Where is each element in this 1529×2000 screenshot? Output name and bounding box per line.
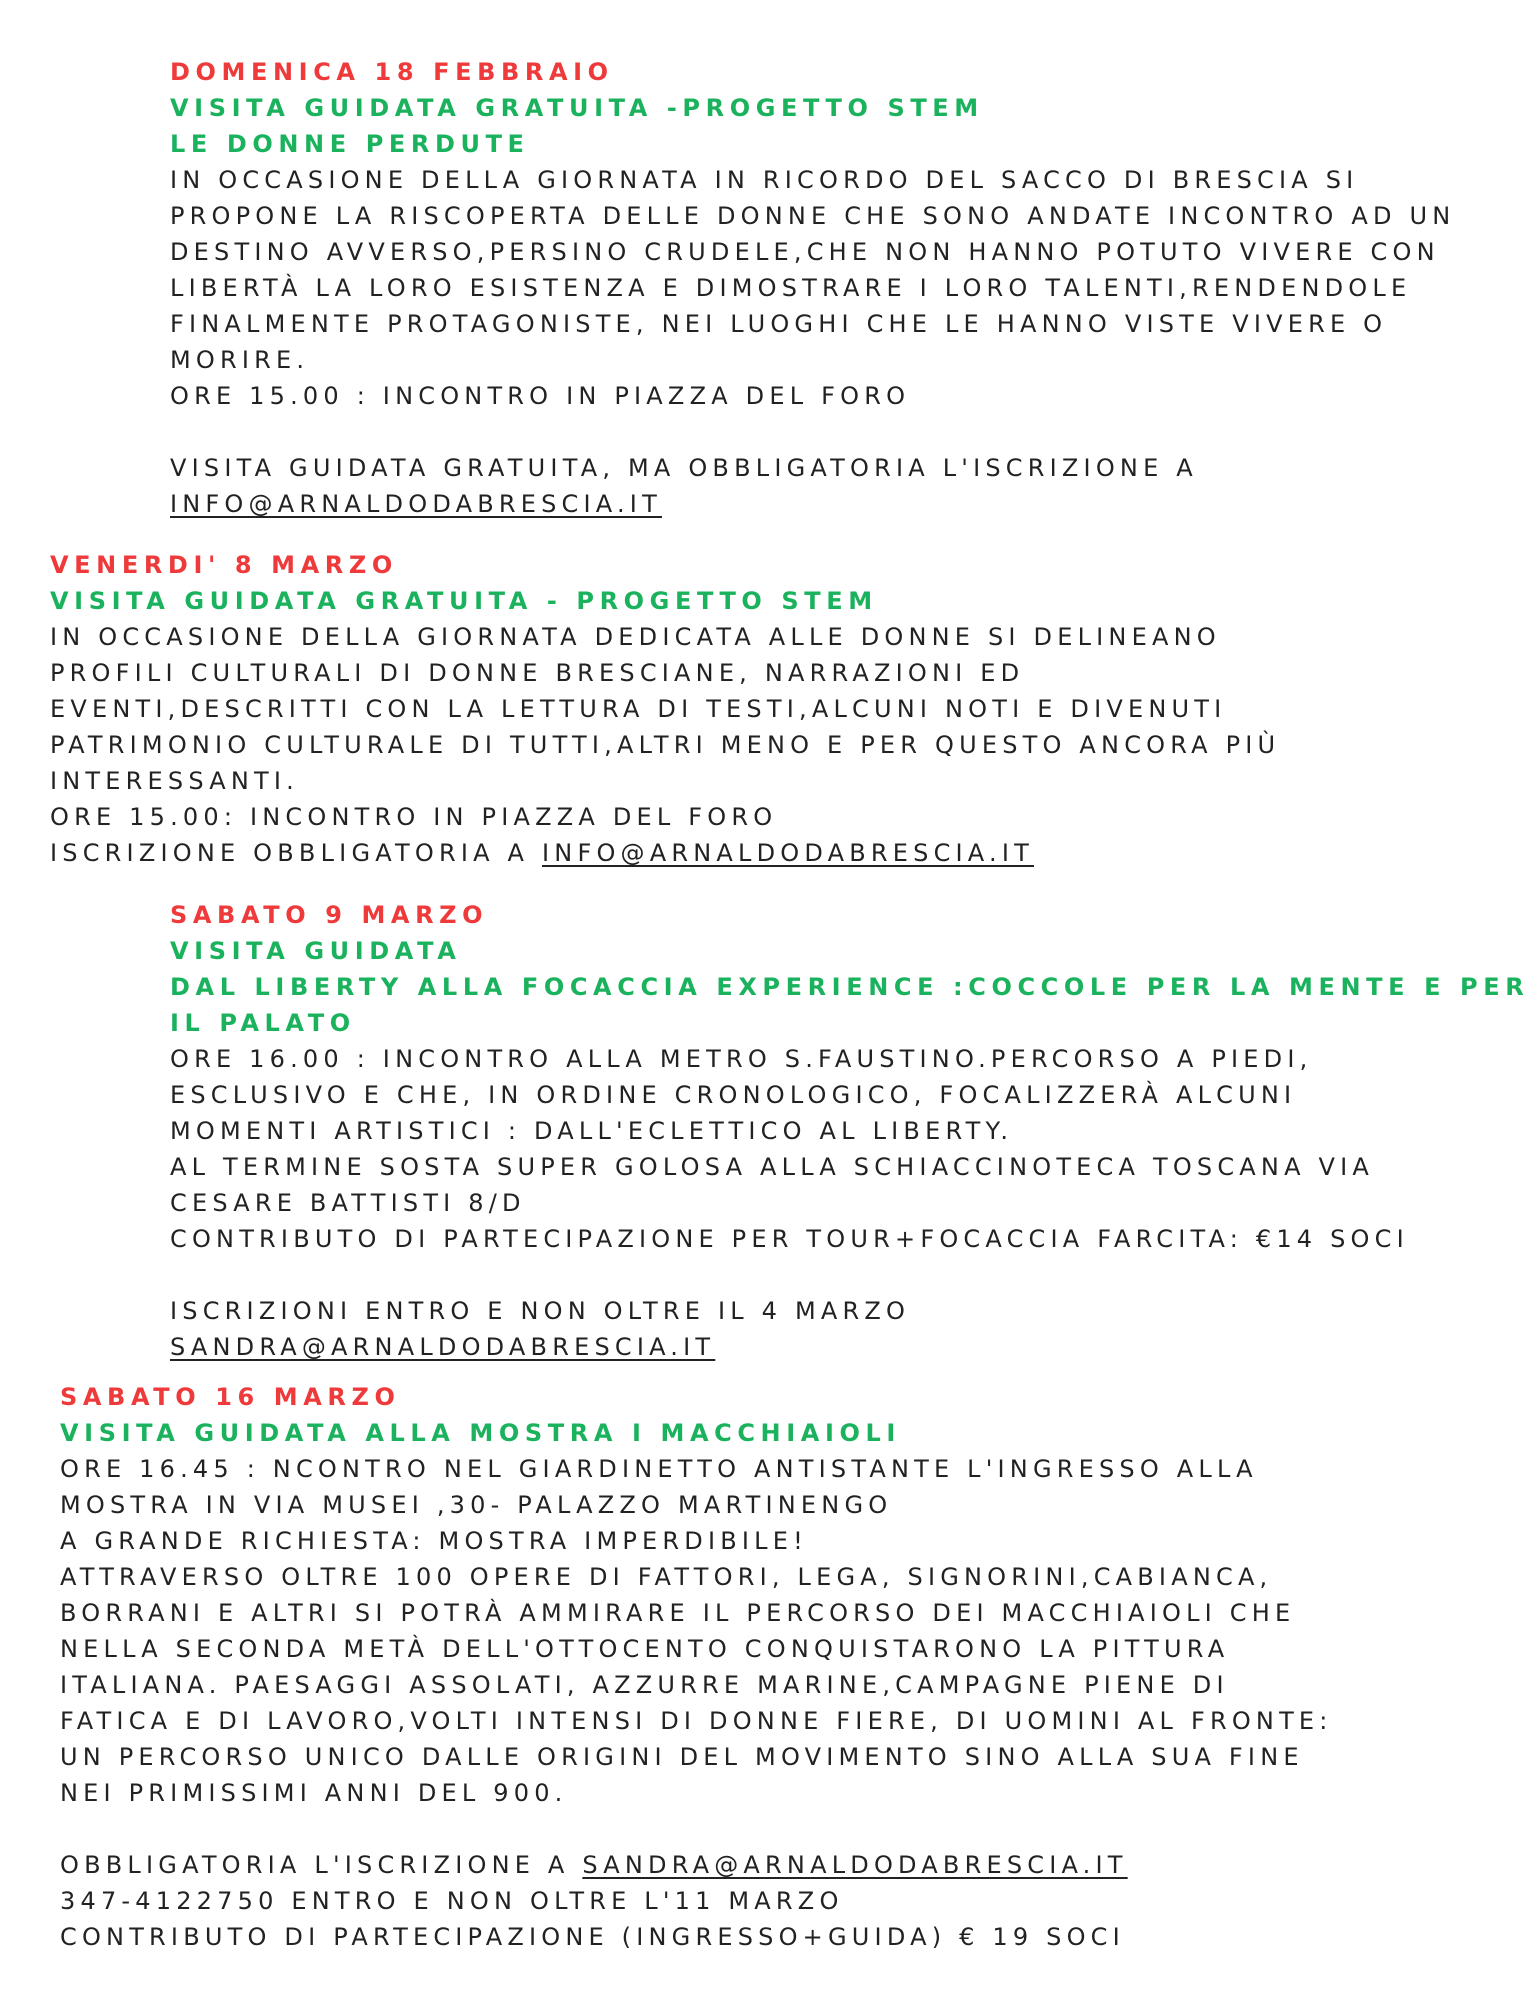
event-subtitle: IL PALATO: [170, 1009, 356, 1037]
spacer: [170, 414, 1455, 450]
registration-prefix: OBBLIGATORIA L'ISCRIZIONE A: [60, 1851, 583, 1879]
event-description-line: NELLA SECONDA METÀ DELL'OTTOCENTO CONQUISTARONO LA PITTURA: [60, 1635, 1230, 1663]
event-time: ORE 15.00 : INCONTRO IN PIAZZA DEL FORO: [170, 382, 911, 410]
event-description-line: INTERESSANTI.: [50, 767, 299, 795]
registration-email-line: [170, 486, 1455, 522]
registration-prefix: ISCRIZIONE OBBLIGATORIA A: [50, 839, 543, 867]
event-title: VISITA GUIDATA ALLA MOSTRA I MACCHIAIOLI: [60, 1419, 901, 1447]
event-description-line: IN OCCASIONE DELLA GIORNATA IN RICORDO DEL SACCO DI BRESCIA SI: [170, 166, 1359, 194]
phone-deadline: 347-4122750 ENTRO E NON OLTRE L'11 MARZO: [60, 1887, 844, 1915]
event-time: ORE 15.00: INCONTRO IN PIAZZA DEL FORO: [50, 803, 778, 831]
event-price: CONTRIBUTO DI PARTECIPAZIONE (INGRESSO+GUIDA) € 19 SOCI: [60, 1923, 1125, 1951]
event-price: CONTRIBUTO DI PARTECIPAZIONE PER TOUR+FOCACCIA FARCITA: €14 SOCI: [170, 1225, 1409, 1253]
event-description-line: MOSTRA IN VIA MUSEI ,30- PALAZZO MARTINENGO: [60, 1491, 893, 1519]
event-date: SABATO 16 MARZO: [60, 1383, 401, 1411]
email-link[interactable]: SANDRA@ARNALDODABRESCIA.IT: [582, 1851, 1128, 1879]
event-description-line: FINALMENTE PROTAGONISTE, NEI LUOGHI CHE LE HANNO VISTE VIVERE O: [170, 310, 1388, 338]
event-description-line: FATICA E DI LAVORO,VOLTI INTENSI DI DONNE FIERE, DI UOMINI AL FRONTE:: [60, 1707, 1333, 1735]
event-date: DOMENICA 18 FEBBRAIO: [170, 58, 614, 86]
event-description-line: MOMENTI ARTISTICI : DALL'ECLETTICO AL LIBERTY.: [170, 1117, 1014, 1145]
event-description-line: CESARE BATTISTI 8/D: [170, 1189, 526, 1217]
registration-email-line: [170, 1329, 1529, 1365]
email-link[interactable]: INFO@ARNALDODABRESCIA.IT: [542, 839, 1034, 867]
event-description-line: UN PERCORSO UNICO DALLE ORIGINI DEL MOVIMENTO SINO ALLA SUA FINE: [60, 1743, 1304, 1771]
event-domenica-18-febbraio: [170, 54, 1455, 522]
event-description-line: ATTRAVERSO OLTRE 100 OPERE DI FATTORI, LEGA, SIGNORINI,CABIANCA,: [60, 1563, 1273, 1591]
event-sabato-16-marzo: [60, 1379, 1333, 1955]
event-description-line: PATRIMONIO CULTURALE DI TUTTI,ALTRI MENO E PER QUESTO ANCORA PIÙ: [50, 731, 1281, 759]
event-title: VISITA GUIDATA: [170, 937, 462, 965]
event-time: ORE 16.00 : INCONTRO ALLA METRO S.FAUSTINO.PERCORSO A PIEDI,: [170, 1045, 1313, 1073]
event-description-line: NEI PRIMISSIMI ANNI DEL 900.: [60, 1779, 568, 1807]
event-description-line: EVENTI,DESCRITTI CON LA LETTURA DI TESTI,ALCUNI NOTI E DIVENUTI: [50, 695, 1227, 723]
email-link[interactable]: SANDRA@ARNALDODABRESCIA.IT: [170, 1333, 716, 1361]
email-link[interactable]: INFO@ARNALDODABRESCIA.IT: [170, 490, 662, 518]
event-description-line: BORRANI E ALTRI SI POTRÀ AMMIRARE IL PERCORSO DEI MACCHIAIOLI CHE: [60, 1599, 1296, 1627]
event-sabato-9-marzo: [170, 897, 1529, 1365]
event-description-line: AL TERMINE SOSTA SUPER GOLOSA ALLA SCHIACCINOTECA TOSCANA VIA: [170, 1153, 1375, 1181]
event-description-line: LIBERTÀ LA LORO ESISTENZA E DIMOSTRARE I LORO TALENTI,RENDENDOLE: [170, 274, 1412, 302]
registration-text: VISITA GUIDATA GRATUITA, MA OBBLIGATORIA L'ISCRIZIONE A: [170, 454, 1198, 482]
event-description-line: A GRANDE RICHIESTA: MOSTRA IMPERDIBILE!: [60, 1527, 808, 1555]
event-subtitle: DAL LIBERTY ALLA FOCACCIA EXPERIENCE :COCCOLE PER LA MENTE E PER: [170, 973, 1529, 1001]
event-title: VISITA GUIDATA GRATUITA -PROGETTO STEM: [170, 94, 984, 122]
event-time: ORE 16.45 : NCONTRO NEL GIARDINETTO ANTISTANTE L'INGRESSO ALLA: [60, 1455, 1258, 1483]
event-date: SABATO 9 MARZO: [170, 901, 489, 929]
spacer: [60, 1811, 1333, 1847]
event-description-line: MORIRE.: [170, 346, 310, 374]
event-venerdi-8-marzo: [50, 547, 1280, 871]
event-description-line: PROFILI CULTURALI DI DONNE BRESCIANE, NARRAZIONI ED: [50, 659, 1025, 687]
spacer: [170, 1257, 1529, 1293]
event-subtitle: LE DONNE PERDUTE: [170, 130, 530, 158]
event-date: VENERDI' 8 MARZO: [50, 551, 398, 579]
event-description-line: ESCLUSIVO E CHE, IN ORDINE CRONOLOGICO, FOCALIZZERÀ ALCUNI: [170, 1081, 1297, 1109]
registration-text: ISCRIZIONI ENTRO E NON OLTRE IL 4 MARZO: [170, 1297, 911, 1325]
event-description-line: PROPONE LA RISCOPERTA DELLE DONNE CHE SONO ANDATE INCONTRO AD UN: [170, 202, 1456, 230]
registration-line: [60, 1847, 1333, 1883]
registration-line: [50, 835, 1280, 871]
event-description-line: ITALIANA. PAESAGGI ASSOLATI, AZZURRE MARINE,CAMPAGNE PIENE DI: [60, 1671, 1229, 1699]
event-description-line: DESTINO AVVERSO,PERSINO CRUDELE,CHE NON HANNO POTUTO VIVERE CON: [170, 238, 1440, 266]
event-title: VISITA GUIDATA GRATUITA - PROGETTO STEM: [50, 587, 878, 615]
event-description-line: IN OCCASIONE DELLA GIORNATA DEDICATA ALLE DONNE SI DELINEANO: [50, 623, 1221, 651]
